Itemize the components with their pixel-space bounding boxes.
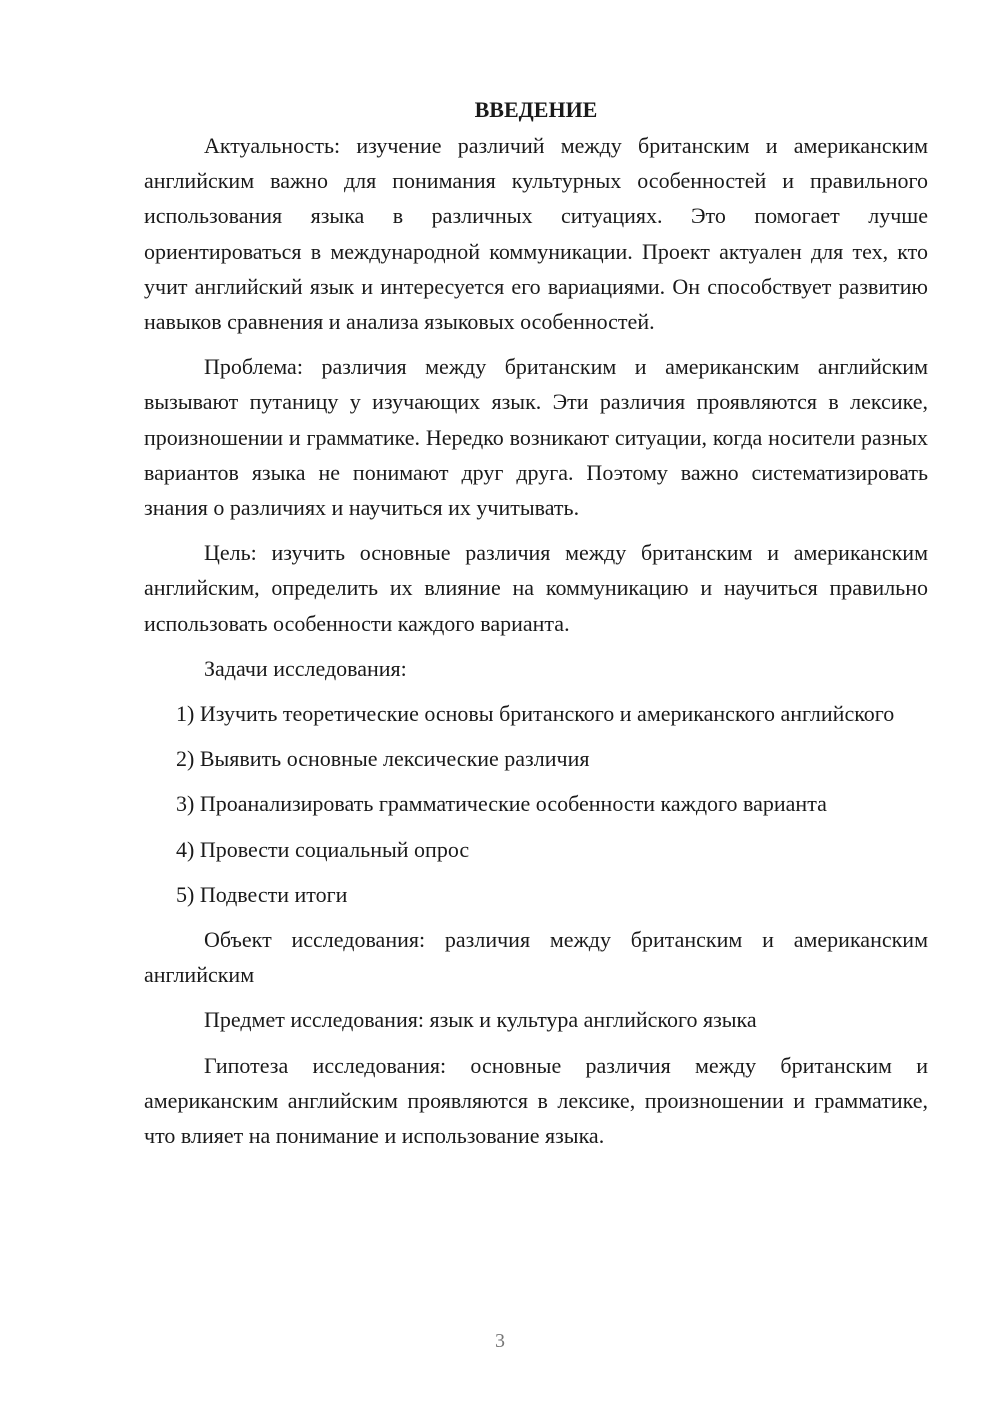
hypothesis-paragraph: Гипотеза исследования: основные различия между британским и американским английским проявляются в лексике, произношении и грамматике, что влияет на понимание и использование языка. [144,1052,928,1149]
tasks-list [144,696,928,912]
task-item-3: 3) Проанализировать грамматические особенности каждого варианта [176,791,827,817]
page-number: 3 [495,1330,505,1352]
page-title: ВВЕДЕНИЕ [474,97,598,122]
subject-paragraph: Предмет исследования: язык и культура английского языка [204,1007,757,1033]
task-item-1: 1) Изучить теоретические основы британского и американского английского [176,701,895,727]
relevance-paragraph: Актуальность: изучение различий между британским и американским английским важно для понимания культурных особенностей и правильного использования языка в различных ситуациях. Это помогает лучше ориентироваться в международной коммуникации. Проект актуален для тех, кто учит английский язык и интересуется его вариациями. Он способствует развитию навыков сравнения и анализа языковых особенностей. [144,133,928,335]
task-item-2: 2) Выявить основные лексические различия [176,746,590,772]
problem-paragraph: Проблема: различия между британским и американским английским вызывают путаницу у изучающих язык. Эти различия проявляются в лексике, произношении и грамматике. Нередко возникают ситуации, когда носители разных вариантов языка не понимают друг друга. Поэтому важно систематизировать знания о различиях и научиться их учитывать. [144,354,928,521]
document-page [144,92,928,1163]
task-item-5: 5) Подвести итоги [176,881,348,907]
tasks-heading: Задачи исследования: [204,655,407,681]
object-paragraph: Объект исследования: различия между британским и американским английским [144,927,928,988]
goal-paragraph: Цель: изучить основные различия между британским и американским английским, определить их влияние на коммуникацию и научиться правильно использовать особенности каждого варианта. [144,540,928,636]
task-item-4: 4) Провести социальный опрос [176,836,470,862]
